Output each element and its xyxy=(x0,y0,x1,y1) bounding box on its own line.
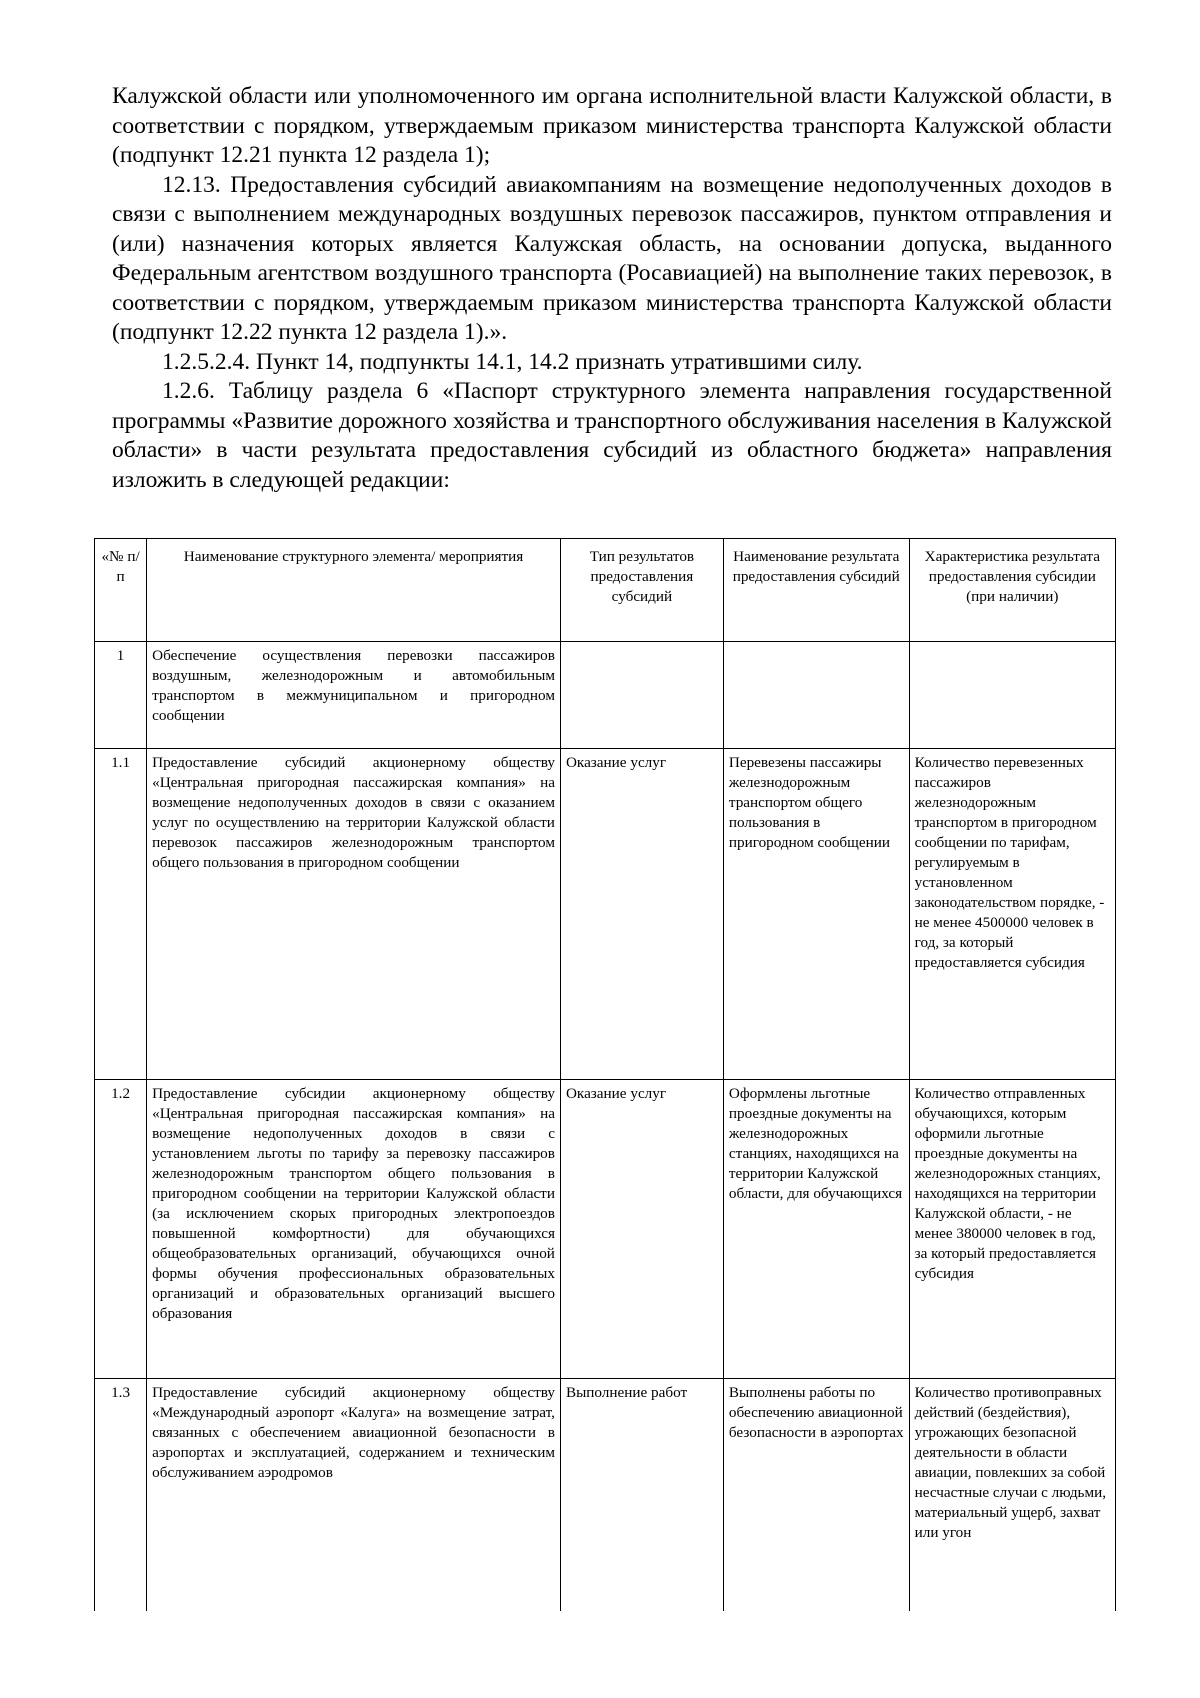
passport-table xyxy=(94,538,1116,1611)
row-result-name: Оформлены льготные проездные документы на железнодорожных станциях, находящихся на территории Калужской области, для обучающихся xyxy=(723,1080,909,1379)
table-header-row xyxy=(95,539,1116,642)
row-result-type: Выполнение работ xyxy=(560,1379,723,1612)
row-element-name: Предоставление субсидий акционерному обществу «Международный аэропорт «Калуга» на возмещение затрат, связанных с обеспечением авиационной безопасности в аэропортах и эксплуатацией, содержанием и техническим обслуживанием аэродромов xyxy=(147,1379,561,1612)
row-number: 1.3 xyxy=(95,1379,147,1612)
table-row xyxy=(95,749,1116,1080)
header-element-name: Наименование структурного элемента/ мероприятия xyxy=(147,539,561,642)
row-number: 1 xyxy=(95,642,147,749)
row-characteristic: Количество противоправных действий (бездействия), угрожающих безопасной деятельности в области авиации, повлекших за собой несчастные случаи с людьми, материальный ущерб, захват или угон xyxy=(909,1379,1115,1612)
row-result-type xyxy=(560,642,723,749)
row-result-type: Оказание услуг xyxy=(560,1080,723,1379)
row-element-name: Предоставление субсидии акционерному обществу «Центральная пригородная пассажирская компания» на возмещение недополученных доходов в связи с установлением льготы по тарифу за перевозку пассажиров железнодорожным транспортом общего пользования в пригородном сообщении на территории Калужской области (за исключением скорых пригородных электропоездов повышенной комфортности) для обучающихся общеобразовательных организаций, обучающихся очной формы обучения профессиональных образовательных организаций и образовательных организаций высшего образования xyxy=(147,1080,561,1379)
row-characteristic: Количество перевезенных пассажиров железнодорожным транспортом в пригородном сообщении по тарифам, регулируемым в установленном законодательством порядке, - не менее 4500000 человек в год, за который предоставляется субсидия xyxy=(909,749,1115,1080)
paragraph-1-2-6: 1.2.6. Таблицу раздела 6 «Паспорт структурного элемента направления государственной программы «Развитие дорожного хозяйства и транспортного обслуживания населения в Калужской области» в части результата предоставления субсидий из областного бюджета» направления изложить в следующей редакции: xyxy=(112,378,1112,493)
table-row xyxy=(95,1080,1116,1379)
row-result-name: Перевезены пассажиры железнодорожным транспортом общего пользования в пригородном сообщении xyxy=(723,749,909,1080)
row-element-name: Обеспечение осуществления перевозки пассажиров воздушным, железнодорожным и автомобильным транспортом в межмуниципальном и пригородном сообщении xyxy=(147,642,561,749)
body-text xyxy=(112,82,1112,495)
header-characteristic: Характеристика результата предоставления субсидии (при наличии) xyxy=(909,539,1115,642)
row-element-name: Предоставление субсидий акционерному обществу «Центральная пригородная пассажирская компания» на возмещение недополученных доходов в связи с оказанием услуг по осуществлению на территории Калужской области перевозок пассажиров железнодорожным транспортом общего пользования в пригородном сообщении xyxy=(147,749,561,1080)
row-number: 1.2 xyxy=(95,1080,147,1379)
header-result-type: Тип результатов предоставления субсидий xyxy=(560,539,723,642)
paragraph-continuation: Калужской области или уполномоченного им органа исполнительной власти Калужской области, в соответствии с порядком, утверждаемым приказом министерства транспорта Калужской области (подпункт 12.21 пункта 12 раздела 1); xyxy=(112,83,1112,168)
row-result-name: Выполнены работы по обеспечению авиационной безопасности в аэропортах xyxy=(723,1379,909,1612)
row-result-type: Оказание услуг xyxy=(560,749,723,1080)
paragraph-12-13: 12.13. Предоставления субсидий авиакомпаниям на возмещение недополученных доходов в связи с выполнением международных воздушных перевозок пассажиров, пунктом отправления и (или) назначения которых является Калужская область, на основании допуска, выданного Федеральным агентством воздушного транспорта (Росавиацией) на выполнение таких перевозок, в соответствии с порядком, утверждаемым приказом министерства транспорта Калужской области (подпункт 12.22 пункта 12 раздела 1).». xyxy=(112,171,1112,345)
paragraph-1-2-5-2-4: 1.2.5.2.4. Пункт 14, подпункты 14.1, 14.2 признать утратившими силу. xyxy=(162,348,863,375)
row-characteristic: Количество отправленных обучающихся, которым оформили льготные проездные документы на железнодорожных станциях, находящихся на территории Калужской области, - не менее 380000 человек в год, за который предоставляется субсидия xyxy=(909,1080,1115,1379)
row-result-name xyxy=(723,642,909,749)
table-row xyxy=(95,642,1116,749)
row-number: 1.1 xyxy=(95,749,147,1080)
header-number: «№ п/п xyxy=(95,539,147,642)
header-result-name: Наименование результата предоставления субсидий xyxy=(723,539,909,642)
row-characteristic xyxy=(909,642,1115,749)
table-row xyxy=(95,1379,1116,1612)
